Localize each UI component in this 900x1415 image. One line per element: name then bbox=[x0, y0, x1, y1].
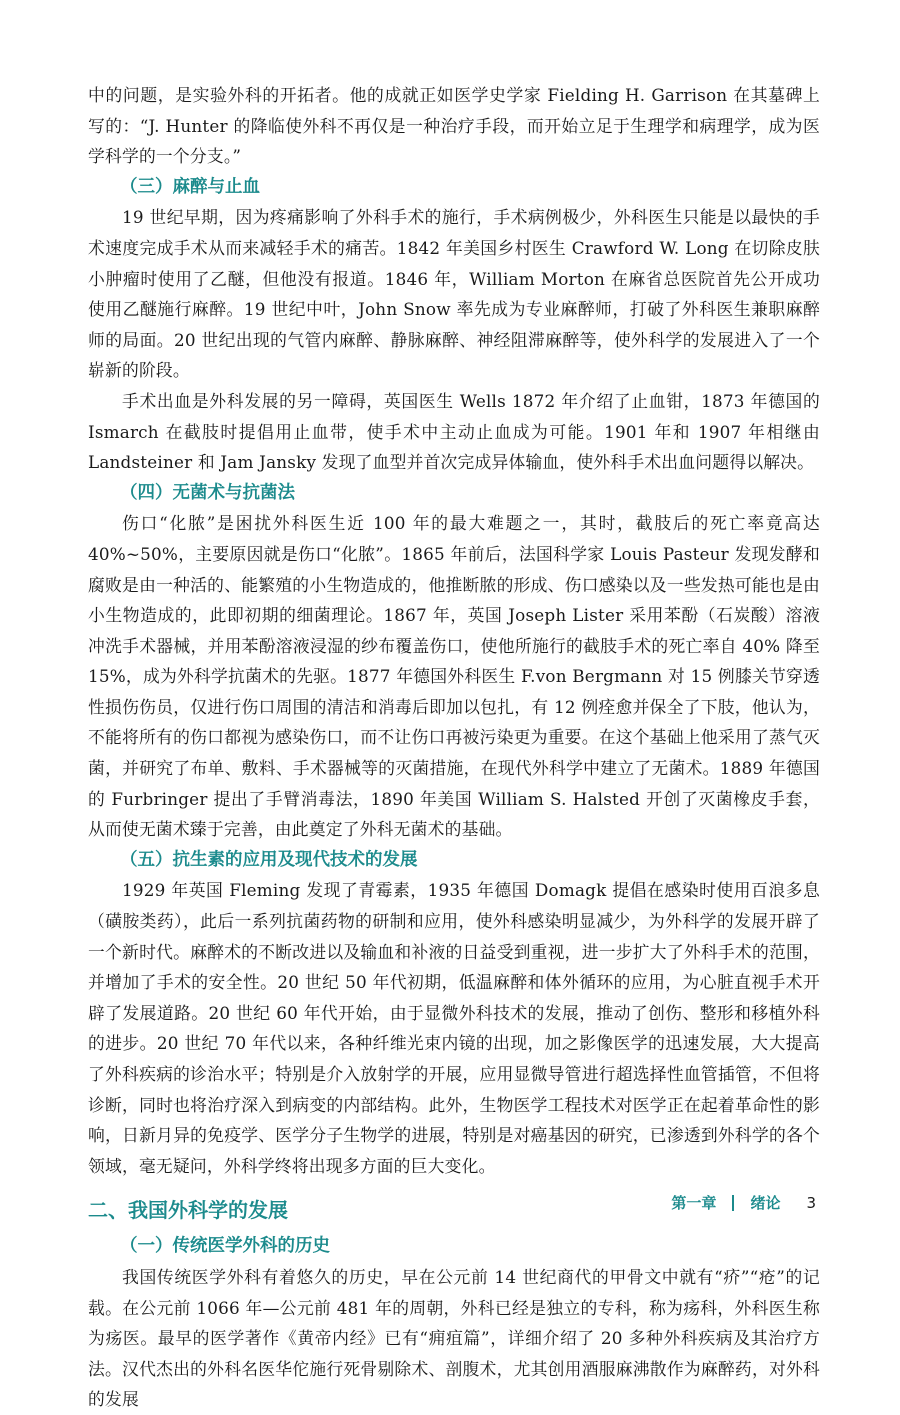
heading-antibiotics: （五）抗生素的应用及现代技术的发展 bbox=[120, 849, 418, 870]
section-heading-china-surgery: 二、我国外科学的发展 bbox=[88, 1198, 288, 1223]
page-number: 3 bbox=[806, 1193, 816, 1212]
paragraph-antibiotics: 1929 年英国 Fleming 发现了青霉素，1935 年德国 Domagk 提倡在感染时使用百浪多息（磺胺类药），此后一系列抗菌药物的研制和应用，使外科感染明显减少，为外科学的发展开辟了一个新时代。麻醉术的不断改进以及输血和补液的日益受到重视，进一步扩大了外科手术的范围，并增加了手术的安全性。20 世纪 50 年代初期，低温麻醉和体外循环的应用，为心脏直视手术开辟了发展道路。20 世纪 60 年代开始，由于显微外科技术的发展，推动了创伤、整形和移植外科的进步。20 世纪 70 年代以来，各种纤维光束内镜的出现，加之影像医学的迅速发展，大大提高了外科疾病的诊治水平；特别是介入放射学的开展，应用显微导管进行超选择性血管插管，不但将诊断，同时也将治疗深入到病变的内部结构。此外，生物医学工程技术对医学正在起着革命性的影响，日新月异的免疫学、医学分子生物学的进展，特别是对癌基因的研究，已渗透到外科学的各个领域，毫无疑问，外科学终将出现多方面的巨大变化。 bbox=[88, 880, 820, 1176]
paragraph-anesthesia: 19 世纪早期，因为疼痛影响了外科手术的施行，手术病例极少，外科医生只能是以最快的手术速度完成手术从而来减轻手术的痛苦。1842 年美国乡村医生 Crawford W. Long 在切除皮肤小肿瘤时使用了乙醚，但他没有报道。1846 年，William Morton 在麻省总医院首先公开成功使用乙醚施行麻醉。19 世纪中叶，John Snow 率先成为专业麻醉师，打破了外科医生兼职麻醉师的局面。20 世纪出现的气管内麻醉、静脉麻醉、神经阻滞麻醉等，使外科学的发展进入了一个崭新的阶段。 bbox=[88, 207, 820, 381]
footer-title: 绪论 bbox=[750, 1194, 781, 1212]
heading-traditional-surgery: （一）传统医学外科的历史 bbox=[120, 1236, 330, 1257]
footer-chapter: 第一章 bbox=[671, 1194, 717, 1212]
heading-aseptic-antiseptic: （四）无菌术与抗菌法 bbox=[120, 482, 295, 503]
page-body bbox=[88, 80, 820, 1415]
paragraph-traditional: 我国传统医学外科有着悠久的历史，早在公元前 14 世纪商代的甲骨文中就有“疥”“疮”的记载。在公元前 1066 年—公元前 481 年的周朝，外科已经是独立的专科，称为疡科，外科医生称为疡医。最早的医学著作《黄帝内经》已有“痈疽篇”，详细介绍了 20 多种外科疾病及其治疗方法。汉代杰出的外科名医华佗施行死骨剔除术、剖腹术，尤其创用酒服麻沸散作为麻醉药，对外科的发展 bbox=[88, 1266, 820, 1410]
paragraph-hunter: 中的问题，是实验外科的开拓者。他的成就正如医学史学家 Fielding H. Garrison 在其墓碑上写的：“J. Hunter 的降临使外科不再仅是一种治疗手段，而开始立足于生理学和病理学，成为医学科学的一个分支。” bbox=[88, 85, 820, 167]
paragraph-aseptic: 伤口“化脓”是困扰外科医生近 100 年的最大难题之一，其时，截肢后的死亡率竟高达 40%~50%，主要原因就是伤口“化脓”。1865 年前后，法国科学家 Louis Pasteur 发现发酵和腐败是由一种活的、能繁殖的小生物造成的，他推断脓的形成、伤口感染以及一些发热可能也是由小生物造成的，此即初期的细菌理论。1867 年，英国 Joseph Lister 采用苯酚（石炭酸）溶液冲洗手术器械，并用苯酚溶液浸湿的纱布覆盖伤口，使他所施行的截肢手术的死亡率自 40% 降至 15%，成为外科学抗菌术的先驱。1877 年德国外科医生 F.von Bergmann 对 15 例膝关节穿透性损伤伤员，仅进行伤口周围的清洁和消毒后即加以包扎，有 12 例痊愈并保全了下肢，他认为，不能将所有的伤口都视为感染伤口，而不让伤口再被污染更为重要。在这个基础上他采用了蒸气灭菌，并研究了布单、敷料、手术器械等的灭菌措施，在现代外科学中建立了无菌术。1889 年德国的 Furbringer 提出了手臂消毒法，1890 年美国 William S. Halsted 开创了灭菌橡皮手套，从而使无菌术臻于完善，由此奠定了外科无菌术的基础。 bbox=[88, 513, 820, 840]
page-footer bbox=[671, 1192, 816, 1213]
footer-separator bbox=[732, 1195, 734, 1211]
heading-anesthesia-hemostasis: （三）麻醉与止血 bbox=[120, 176, 260, 197]
paragraph-hemostasis: 手术出血是外科发展的另一障碍，英国医生 Wells 1872 年介绍了止血钳，1873 年德国的 Ismarch 在截肢时提倡用止血带，使手术中主动止血成为可能。1901 年和 1907 年相继由 Landsteiner 和 Jam Jansky 发现了血型并首次完成异体输血，使外科手术出血问题得以解决。 bbox=[88, 390, 820, 473]
